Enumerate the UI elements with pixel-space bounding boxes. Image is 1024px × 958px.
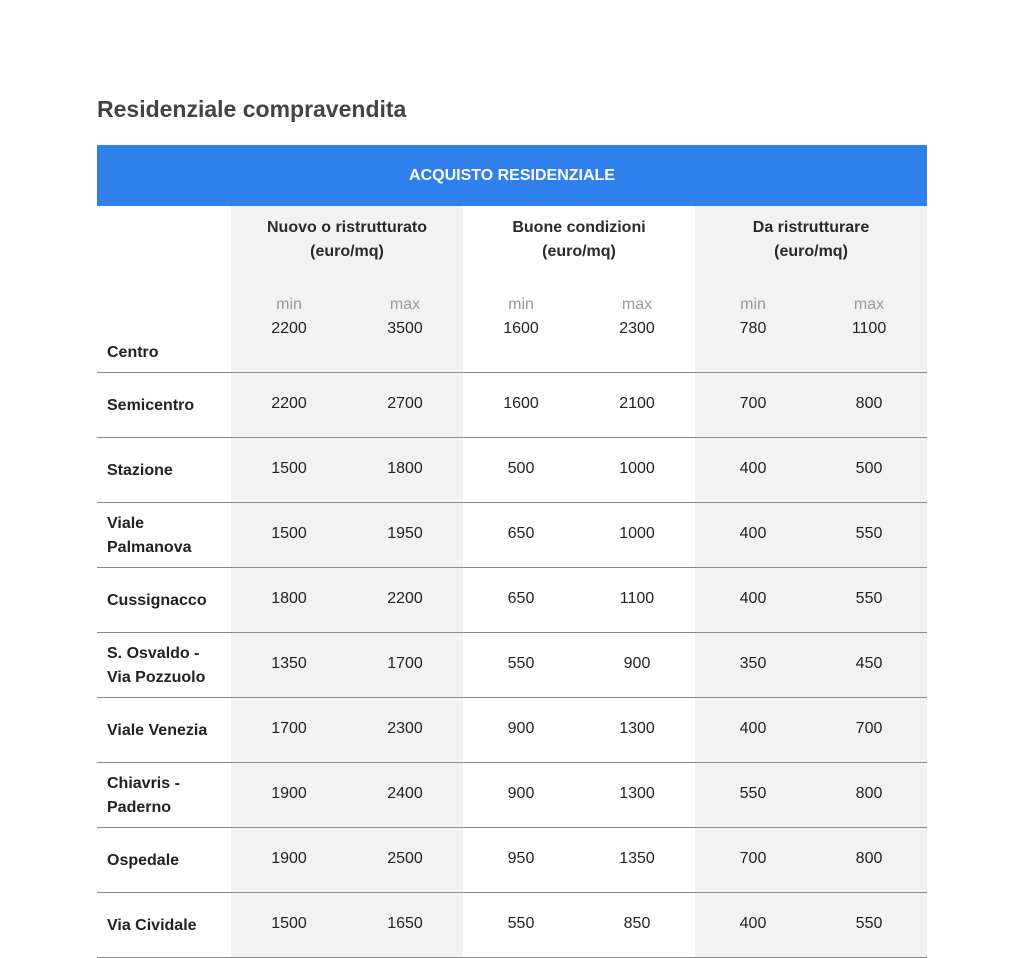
- min-value-cell: 1500: [231, 503, 347, 568]
- max-value-cell: 800: [811, 828, 927, 893]
- min-value-cell: 400: [695, 568, 811, 633]
- max-label: max: [347, 274, 463, 318]
- row-label: [97, 373, 231, 438]
- table-banner: ACQUISTO RESIDENZIALE: [97, 145, 927, 206]
- max-value-cell: 450: [811, 633, 927, 698]
- min-value-cell: 700: [695, 373, 811, 438]
- max-value-cell: 500: [811, 438, 927, 503]
- max-value-cell: 1300: [579, 698, 695, 763]
- row-label-line: Ospedale: [107, 852, 180, 869]
- min-value-cell: 1900: [231, 763, 347, 828]
- row-label-line: Paderno: [107, 799, 172, 816]
- table-row: [97, 893, 927, 958]
- table-row: [97, 373, 927, 438]
- min-value-cell: 650: [463, 503, 579, 568]
- min-value-cell: 550: [463, 893, 579, 958]
- price-table: [97, 206, 927, 958]
- row-label-line: Via Pozzuolo: [107, 669, 206, 686]
- group-header-new: [231, 206, 463, 274]
- table-row: [97, 568, 927, 633]
- table-row: [97, 438, 927, 503]
- min-value-cell: 700: [695, 828, 811, 893]
- group-header-unit: (euro/mq): [310, 243, 384, 260]
- row-label-line: Semicentro: [107, 397, 195, 414]
- max-value-cell: 550: [811, 568, 927, 633]
- row-label-line: Cussignacco: [107, 592, 207, 609]
- max-label: max: [811, 274, 927, 318]
- max-value-cell: 1350: [579, 828, 695, 893]
- min-value-cell: 950: [463, 828, 579, 893]
- min-max-row: [97, 274, 927, 318]
- group-header-good: [463, 206, 695, 274]
- min-label: min: [508, 296, 534, 313]
- group-header-renovate: [695, 206, 927, 274]
- group-header-label: Da ristrutturare: [752, 219, 870, 236]
- table-body: [97, 318, 927, 958]
- min-value-cell: 1600: [463, 318, 579, 373]
- row-label-line: Palmanova: [107, 539, 192, 556]
- row-label-line: Chiavris -: [107, 775, 180, 792]
- max-value-cell: 1650: [347, 893, 463, 958]
- row-label: [97, 568, 231, 633]
- min-value-cell: 400: [695, 438, 811, 503]
- min-label: min: [695, 274, 811, 318]
- min-value-cell: 1700: [231, 698, 347, 763]
- max-value-cell: 900: [579, 633, 695, 698]
- table-row: [97, 763, 927, 828]
- min-value-cell: 1900: [231, 828, 347, 893]
- group-header-label: Buone condizioni: [512, 219, 646, 236]
- row-label: [97, 633, 231, 698]
- min-value-cell: 1350: [231, 633, 347, 698]
- row-label-line: Viale Venezia: [107, 722, 208, 739]
- table-row: [97, 828, 927, 893]
- group-header-label: Nuovo o ristrutturato: [267, 219, 427, 236]
- max-value-cell: 1000: [579, 503, 695, 568]
- min-value-cell: 400: [695, 698, 811, 763]
- min-value-cell: 900: [463, 698, 579, 763]
- max-value-cell: 2100: [579, 373, 695, 438]
- min-value-cell: 650: [463, 568, 579, 633]
- min-value-cell: 500: [463, 438, 579, 503]
- row-label-line: Centro: [107, 344, 159, 361]
- group-header-row: [97, 206, 927, 274]
- header-corner: [97, 206, 231, 274]
- group-header-unit: (euro/mq): [774, 243, 848, 260]
- row-label: [97, 438, 231, 503]
- row-label-line: Via Cividale: [107, 917, 197, 934]
- table-row: [97, 318, 927, 373]
- row-label-line: Viale: [107, 515, 145, 532]
- page-title: Residenziale compravendita: [97, 96, 407, 122]
- min-value-cell: 1500: [231, 438, 347, 503]
- max-value-cell: 1100: [811, 318, 927, 373]
- row-label: [97, 828, 231, 893]
- min-value-cell: 550: [463, 633, 579, 698]
- min-value-cell: 2200: [231, 318, 347, 373]
- max-value-cell: 550: [811, 503, 927, 568]
- row-label: [97, 893, 231, 958]
- max-value-cell: 2300: [579, 318, 695, 373]
- max-value-cell: 1000: [579, 438, 695, 503]
- max-value-cell: 1300: [579, 763, 695, 828]
- row-label-line: Stazione: [107, 462, 173, 479]
- min-max-corner: [97, 274, 231, 318]
- row-label-line: S. Osvaldo -: [107, 645, 200, 662]
- max-value-cell: 800: [811, 763, 927, 828]
- max-value-cell: 1100: [579, 568, 695, 633]
- price-table-container: [97, 145, 927, 958]
- row-label: [97, 503, 231, 568]
- min-value-cell: 2200: [231, 373, 347, 438]
- max-value-cell: 700: [811, 698, 927, 763]
- min-value-cell: 1800: [231, 568, 347, 633]
- max-value-cell: 2700: [347, 373, 463, 438]
- min-value-cell: 400: [695, 503, 811, 568]
- max-label: max: [621, 296, 653, 313]
- max-value-cell: 850: [579, 893, 695, 958]
- row-label: [97, 698, 231, 763]
- max-value-cell: 1950: [347, 503, 463, 568]
- max-value-cell: 800: [811, 373, 927, 438]
- table-row: [97, 698, 927, 763]
- group-header-unit: (euro/mq): [542, 243, 616, 260]
- max-value-cell: 550: [811, 893, 927, 958]
- max-value-cell: 2400: [347, 763, 463, 828]
- table-row: [97, 503, 927, 568]
- row-label: [97, 763, 231, 828]
- table-row: [97, 633, 927, 698]
- min-label: min: [231, 274, 347, 318]
- min-value-cell: 550: [695, 763, 811, 828]
- max-value-cell: 1700: [347, 633, 463, 698]
- min-value-cell: 780: [695, 318, 811, 373]
- min-value-cell: 1600: [463, 373, 579, 438]
- max-value-cell: 3500: [347, 318, 463, 373]
- min-value-cell: 400: [695, 893, 811, 958]
- min-value-cell: 1500: [231, 893, 347, 958]
- min-value-cell: 900: [463, 763, 579, 828]
- max-value-cell: 2500: [347, 828, 463, 893]
- row-label: [97, 318, 231, 373]
- max-value-cell: 2300: [347, 698, 463, 763]
- min-value-cell: 350: [695, 633, 811, 698]
- max-value-cell: 1800: [347, 438, 463, 503]
- max-value-cell: 2200: [347, 568, 463, 633]
